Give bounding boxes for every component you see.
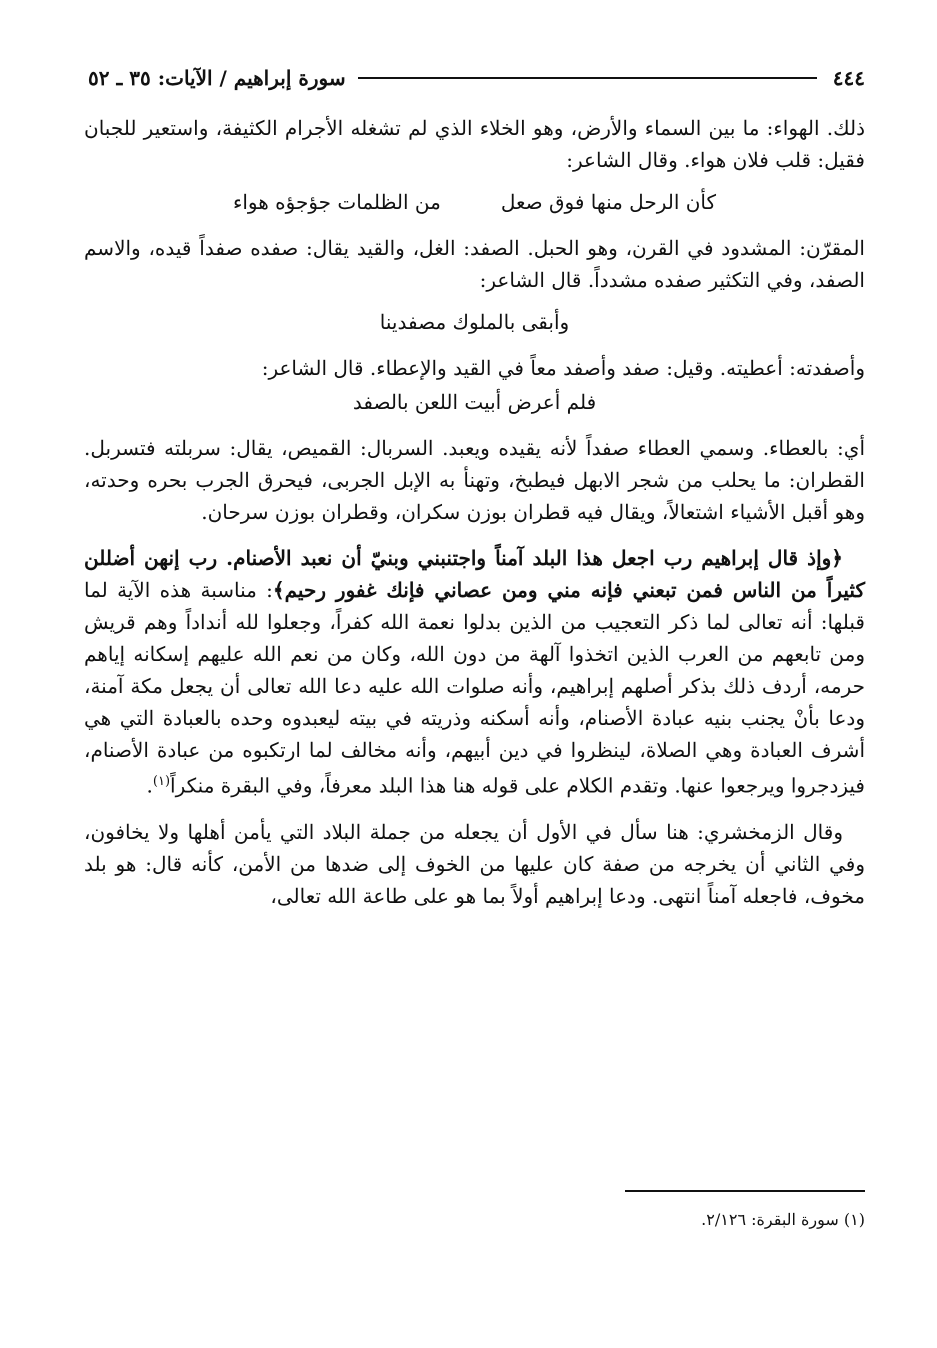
verse-3 <box>84 386 865 418</box>
paragraph-3: وأصفدته: أعطيته. وقيل: صفد وأصفد معاً في القيد والإعطاء. قال الشاعر: <box>261 356 865 380</box>
paragraph-5-commentary: : مناسبة هذه الآية لما قبلها: أنه تعالى لما ذكر التعجيب من الذين بدلوا نعمة الله كفراً، وجعلوا لله أنداداً وهم قريش ومن تابعهم من العرب الذين اتخذوا آلهة من دون الله، وكان من نعم الله عليهم إسكانه إياهم حرمه، أردف ذلك بذكر أصلهم إبراهيم، وأنه صلوات الله عليه دعا الله تعالى أن يجعل مكة آمنة، ودعا بأنْ يجنب بنيه عبادة الأصنام، وأنه أسكنه وذريته في بيته ليعبدوه وحده بالعبادة التي هي أشرف العبادة وهي الصلاة، لينظروا في دين أبيهم، وأنه مخالف لما ارتكبوه من عبادة الأصنام، فيزدجروا ويرجعوا عنها. وتقدم الكلام على قوله هنا هذا البلد معرفاً، وفي البقرة منكراً <box>84 578 865 798</box>
quran-verse: ﴿وإذ قال إبراهيم رب اجعل هذا البلد آمناً واجتنبني وبنيّ أن نعبد الأصنام. رب إنهن أضللن كثيراً من الناس فمن تبعني فإنه مني ومن عصاني فإنك غفور رحيم﴾ <box>84 546 865 602</box>
paragraph-5-end: . <box>146 773 153 798</box>
paragraph-1: ذلك. الهواء: ما بين السماء والأرض، وهو الخلاء الذي لم تشغله الأجرام الكثيفة، واستعير للجبان فقيل: قلب فلان هواء. وقال الشاعر: <box>84 116 865 172</box>
verse-3-text: فلم أعرض أبيت اللعن بالصفد <box>352 390 597 414</box>
verse-2 <box>84 306 865 338</box>
header-rule <box>358 77 817 79</box>
verse-1-second-hemistich: من الظلمات جؤجؤه هواء <box>232 190 441 214</box>
footnote-reference[interactable]: (١) <box>152 774 171 789</box>
footnote: (١) سورة البقرة: ٢/١٢٦. <box>701 1210 865 1229</box>
page-number: ٤٤٤ <box>832 66 865 90</box>
verse-1-first-hemistich: كأن الرحل منها فوق صعل <box>500 190 717 214</box>
verse-2-text: وأبقى بالملوك مصفدينا <box>379 310 570 334</box>
verse-1 <box>84 186 865 218</box>
paragraph-6: وقال الزمخشري: هنا سأل في الأول أن يجعله من جملة البلاد التي يأمن أهلها ولا يخافون، وفي الثاني أن يخرجه من صفة كان عليها من الخوف إلى ضدها من الأمن، كأنه قال: هو بلد مخوف، فاجعله آمناً انتهى. ودعا إبراهيم أولاً بما هو على طاعة الله تعالى، <box>84 819 865 908</box>
page-header <box>88 58 865 98</box>
page-body <box>84 112 865 912</box>
running-title: سورة إبراهيم / الآيات: ٣٥ ـ ٥٢ <box>88 66 346 90</box>
footnote-separator <box>625 1190 865 1192</box>
paragraph-5 <box>84 542 865 802</box>
paragraph-4: أي: بالعطاء. وسمي العطاء صفداً لأنه يقيده ويعبد. السربال: القميص، يقال: سربلته فتسربل. القطران: ما يحلب من شجر الابهل فيطبخ، وتهنأ به الإبل الجربى، فيحرق الجرب بحره وحدته، وهو أقبل الأشياء اشتعالاً، ويقال فيه قطران بوزن سكران، وقطران بوزن سرحان. <box>84 436 865 524</box>
paragraph-2: المقرّن: المشدود في القرن، وهو الحبل. الصفد: الغل، والقيد يقال: صفده صفداً قيده، والاسم الصفد، وفي التكثير صفده مشدداً. قال الشاعر: <box>84 236 865 292</box>
